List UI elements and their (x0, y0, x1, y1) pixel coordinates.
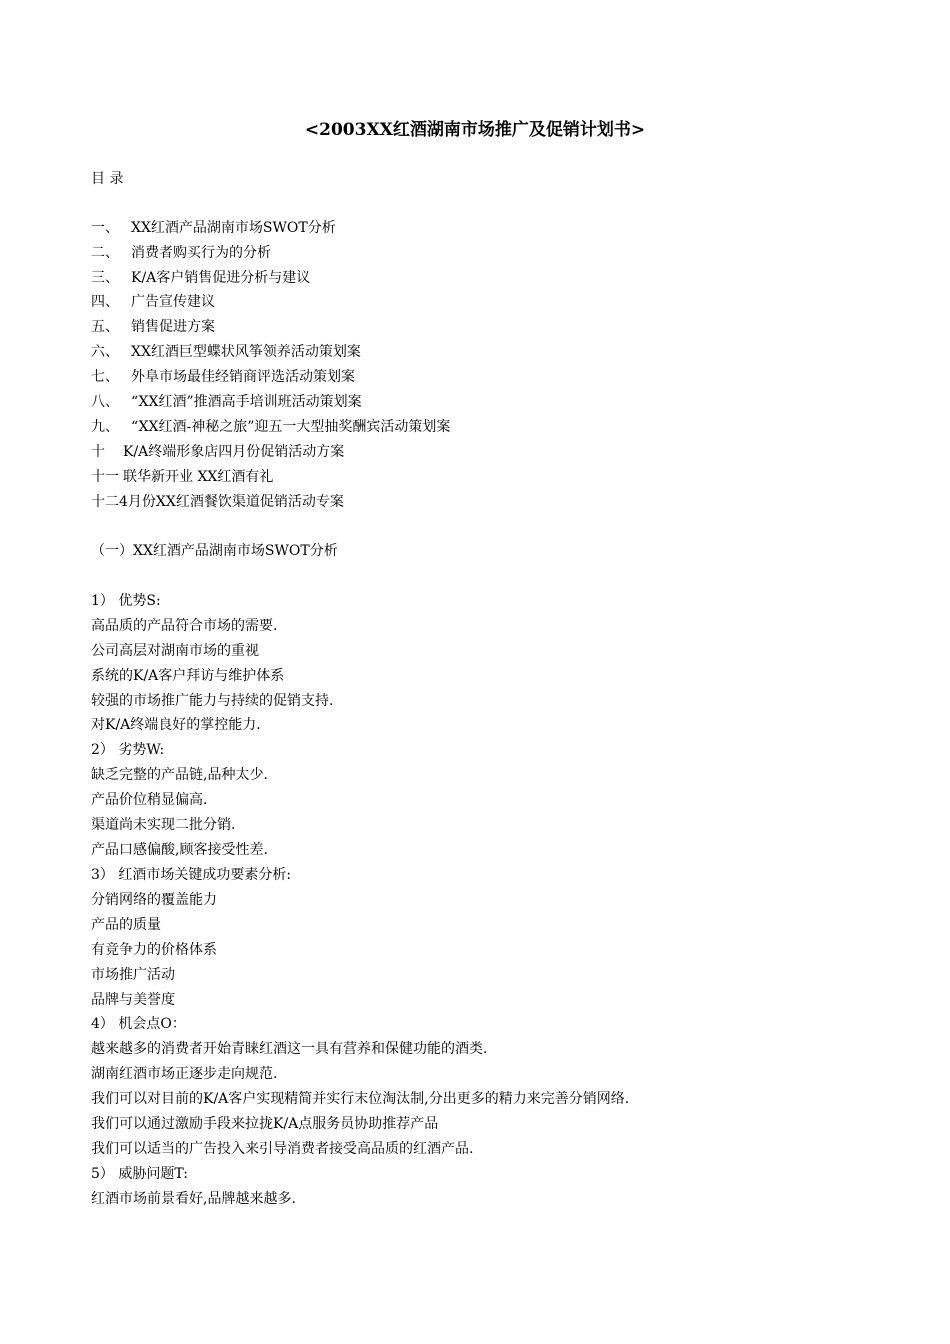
toc-item-text: 4月份XX红酒餐饮渠道促销活动专案 (119, 494, 344, 510)
swot-item: 越来越多的消费者开始青睐红酒这一具有营养和保健功能的酒类. (91, 1041, 488, 1057)
toc-item (91, 392, 362, 412)
swot-label: 5） 威胁问题T: (91, 1166, 188, 1182)
section-heading: （一）XX红酒产品湖南市场SWOT分析 (91, 543, 338, 559)
swot-item: 对K/A终端良好的掌控能力. (91, 717, 261, 733)
toc-item (91, 492, 344, 512)
swot-item: 分销网络的覆盖能力 (91, 892, 217, 908)
swot-item: 我们可以对目前的K/A客户实现精简并实行末位淘汰制,分出更多的精力来完善分销网络. (91, 1091, 630, 1107)
swot-item: 我们可以通过激励手段来拉拢K/A点服务员协助推荐产品 (91, 1116, 439, 1132)
toc-item (91, 243, 271, 263)
toc-item-number: 七、 (91, 369, 119, 385)
toc-item (91, 417, 450, 437)
toc-item (91, 317, 215, 337)
toc-item-text: XX红酒巨型蝶状风筝领养活动策划案 (131, 344, 361, 360)
toc-item-text: “XX红酒”推酒高手培训班活动策划案 (131, 394, 362, 410)
swot-item: 市场推广活动 (91, 967, 175, 983)
toc-item-number: 一、 (91, 220, 119, 236)
toc-item-number: 四、 (91, 294, 119, 310)
toc-item-text: K/A客户销售促进分析与建议 (131, 270, 311, 286)
toc-item-text: “XX红酒-神秘之旅”迎五一大型抽奖酬宾活动策划案 (131, 419, 451, 435)
toc-item-number: 五、 (91, 319, 119, 335)
toc-item (91, 268, 310, 288)
toc-item (91, 442, 344, 462)
toc-item-number: 十一 (91, 469, 119, 485)
toc-item-number: 九、 (91, 419, 119, 435)
toc-item (91, 467, 273, 487)
toc-item-number: 二、 (91, 245, 119, 261)
swot-item: 系统的K/A客户拜访与维护体系 (91, 668, 285, 684)
swot-item: 渠道尚未实现二批分销. (91, 817, 236, 833)
swot-item: 产品口感偏酸,顾客接受性差. (91, 842, 268, 858)
swot-item: 高品质的产品符合市场的需要. (91, 618, 278, 634)
toc-item (91, 292, 215, 312)
toc-item-text: 广告宣传建议 (131, 294, 215, 310)
swot-label: 1） 优势S: (91, 593, 161, 609)
swot-label: 4） 机会点O： (91, 1016, 186, 1032)
toc-item-number: 十 (91, 444, 105, 460)
swot-item: 缺乏完整的产品链,品种太少. (91, 767, 268, 783)
toc-item-number: 三、 (91, 270, 119, 286)
toc-item-text: 外阜市场最佳经销商评选活动策划案 (131, 369, 355, 385)
toc-item (91, 218, 336, 238)
toc-item-text: 消费者购买行为的分析 (131, 245, 271, 261)
toc-item-text: 联华新开业 XX红酒有礼 (123, 469, 274, 485)
swot-item: 较强的市场推广能力与持续的促销支持. (91, 693, 334, 709)
toc-item-text: K/A终端形象店四月份促销活动方案 (123, 444, 345, 460)
document-title: <2003XX红酒湖南市场推广及促销计划书> (304, 120, 646, 140)
swot-item: 品牌与美誉度 (91, 992, 175, 1008)
toc-item (91, 367, 355, 387)
toc-item (91, 342, 361, 362)
swot-item: 有竞争力的价格体系 (91, 942, 217, 958)
swot-label: 2） 劣势W: (91, 742, 165, 758)
toc-item-number: 八、 (91, 394, 119, 410)
swot-item: 红酒市场前景看好,品牌越来越多. (91, 1191, 296, 1207)
swot-item: 公司高层对湖南市场的重视 (91, 643, 259, 659)
toc-item-number: 六、 (91, 344, 119, 360)
toc-heading: 目 录 (91, 171, 124, 187)
toc-item-text: 销售促进方案 (131, 319, 215, 335)
swot-label: 3） 红酒市场关键成功要素分析: (91, 867, 292, 883)
swot-item: 产品价位稍显偏高. (91, 792, 208, 808)
swot-item: 产品的质量 (91, 917, 161, 933)
swot-item: 我们可以适当的广告投入来引导消费者接受高品质的红酒产品. (91, 1141, 474, 1157)
toc-item-text: XX红酒产品湖南市场SWOT分析 (131, 220, 336, 236)
toc-item-number: 十二 (91, 494, 119, 510)
swot-item: 湖南红酒市场正逐步走向规范. (91, 1066, 278, 1082)
